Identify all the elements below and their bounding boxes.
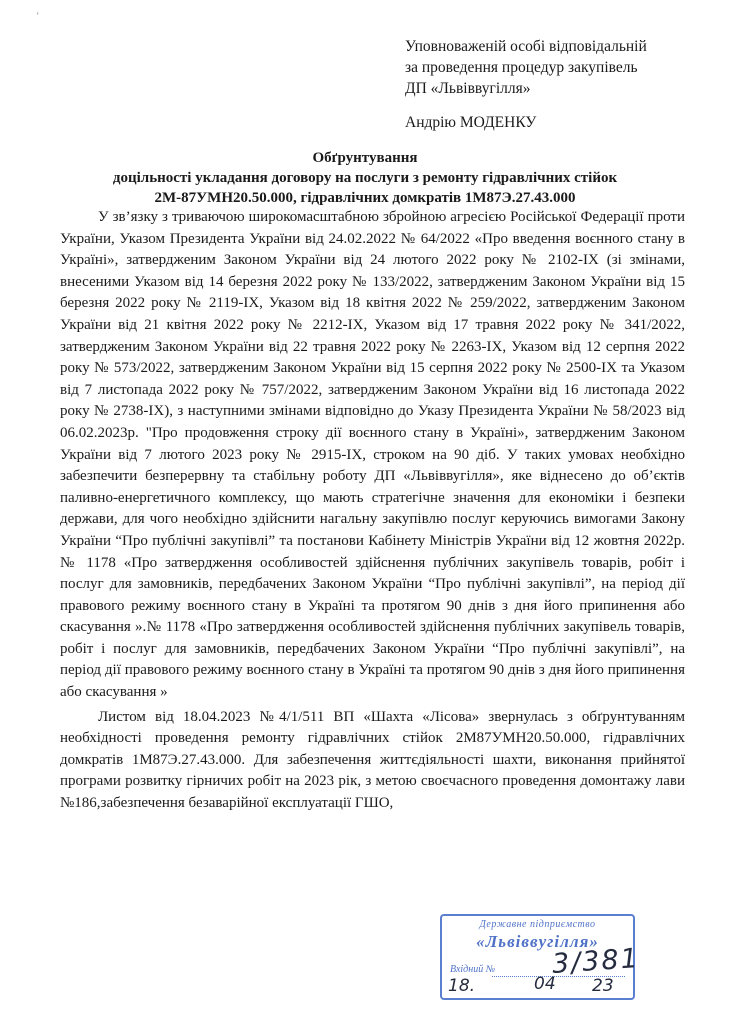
- stamp-date-month: 04: [534, 974, 556, 994]
- body-paragraph-2: Листом від 18.04.2023 №4/1/511 ВП «Шахта «Лісова» звернулась з обґрунтуванням необхідності проведення ремонту гідравлічних стійок 2М87УМН20.50.000, гідравлічних домкратів 1М87Э.27.43.000. Для забезпечення життєдіяльності шахти, виконання прийнятої програми розвитку гірничих робіт на 2023 рік, з метою своєчасного проведення домонтажу лави №186,забезпечення безаварійної експлуатації ГШО,: [60, 708, 685, 812]
- addressee-line: за проведення процедур закупівель: [405, 59, 638, 76]
- stamp-organization: Державне підприємство: [479, 919, 596, 930]
- stamp-company-name: «Львіввугілля»: [476, 932, 599, 951]
- scan-mark: ʻ: [36, 11, 40, 22]
- body-paragraph-1: У зв’язку з триваючою широкомасштабною збройною агресією Російської Федерації проти України, Указом Президента України від 24.02.2022 № 64/2022 «Про введення воєнного стану в Україні», затвердженим Законом України від 24 лютого 2022 року № 2102-IX (зі змінами, внесеними Указом від 14 березня 2022 року № 133/2022, затвердженим Законом України від 15 березня 2022 року № 2119-IX, Указом від 18 квітня 2022 № 259/2022, затвердженим Законом України від 21 квітня 2022 року № 2212-IX, Указом від 17 травня 2022 року № 341/2022, затвердженим Законом України від 22 травня 2022 року № 2263-IX, Указом від 12 серпня 2022 року № 573/2022, затвердженим Законом України від 15 серпня 2022 року № 2500-IX та Указом від 7 листопада 2022 року № 757/2022, затвердженим Законом України від 16 листопада 2022 року № 2738-IX), з наступними змінами відповідно до Указу Президента України № 58/2023 від 06.02.2023р. "Про продовження строку дії воєнного стану в Україні», затвердженим Законом України від 7 лютого 2023 року № 2915-IX, строком на 90 діб. У таких умовах необхідно забезпечити безперервну та стабільну роботу ДП «Львіввугілля», яке віднесено до об’єктів паливно-енергетичного комплексу, що мають стратегічне значення для економіки і безпеки держави, для чого необхідно здійснити нагальну закупівлю послуг керуючись вимогами Закону України “Про публічні закупівлі” та постанови Кабінету Міністрів України від 12 жовтня 2022р. № 1178 «Про затвердження особливостей здійснення публічних закупівель товарів, робіт і послуг для замовників, передбачених Законом України “Про публічні закупівлі”, на період дії правового режиму воєнного стану в Україні та протягом 90 днів з дня його припинення або скасування ».№ 1178 «Про затвердження особливостей здійснення публічних закупівель товарів, робіт і послуг для замовників, передбачених Законом України “Про публічні закупівлі”, на період дії правового режиму воєнного стану в Україні та протягом 90 днів з дня його припинення або скасування »: [60, 209, 685, 701]
- title-line-2: доцільності укладання договору на послуги з ремонту гідравлічних стійок: [112, 170, 618, 186]
- stamp-registration-number: 3/381: [551, 942, 641, 981]
- stamp-date: [442, 974, 633, 1000]
- document-title: [40, 148, 690, 208]
- title-line-3: 2М-87УМН20.50.000, гідравлічних домкратів 1М87Э.27.43.000: [154, 190, 576, 206]
- addressee-name: Андрію МОДЕНКУ: [405, 114, 537, 131]
- addressee-block: [405, 36, 647, 99]
- registration-stamp: [440, 914, 641, 1000]
- stamp-date-day: 18.: [448, 976, 476, 996]
- stamp-date-year: 23: [592, 976, 614, 996]
- stamp-incoming-label: Вхідний №: [450, 964, 496, 975]
- document-body: [60, 207, 685, 815]
- title-line-1: Обґрунтування: [312, 150, 418, 166]
- addressee-line: Уповноваженій особі відповідальній: [405, 38, 647, 55]
- addressee-line: ДП «Львіввугілля»: [405, 80, 531, 97]
